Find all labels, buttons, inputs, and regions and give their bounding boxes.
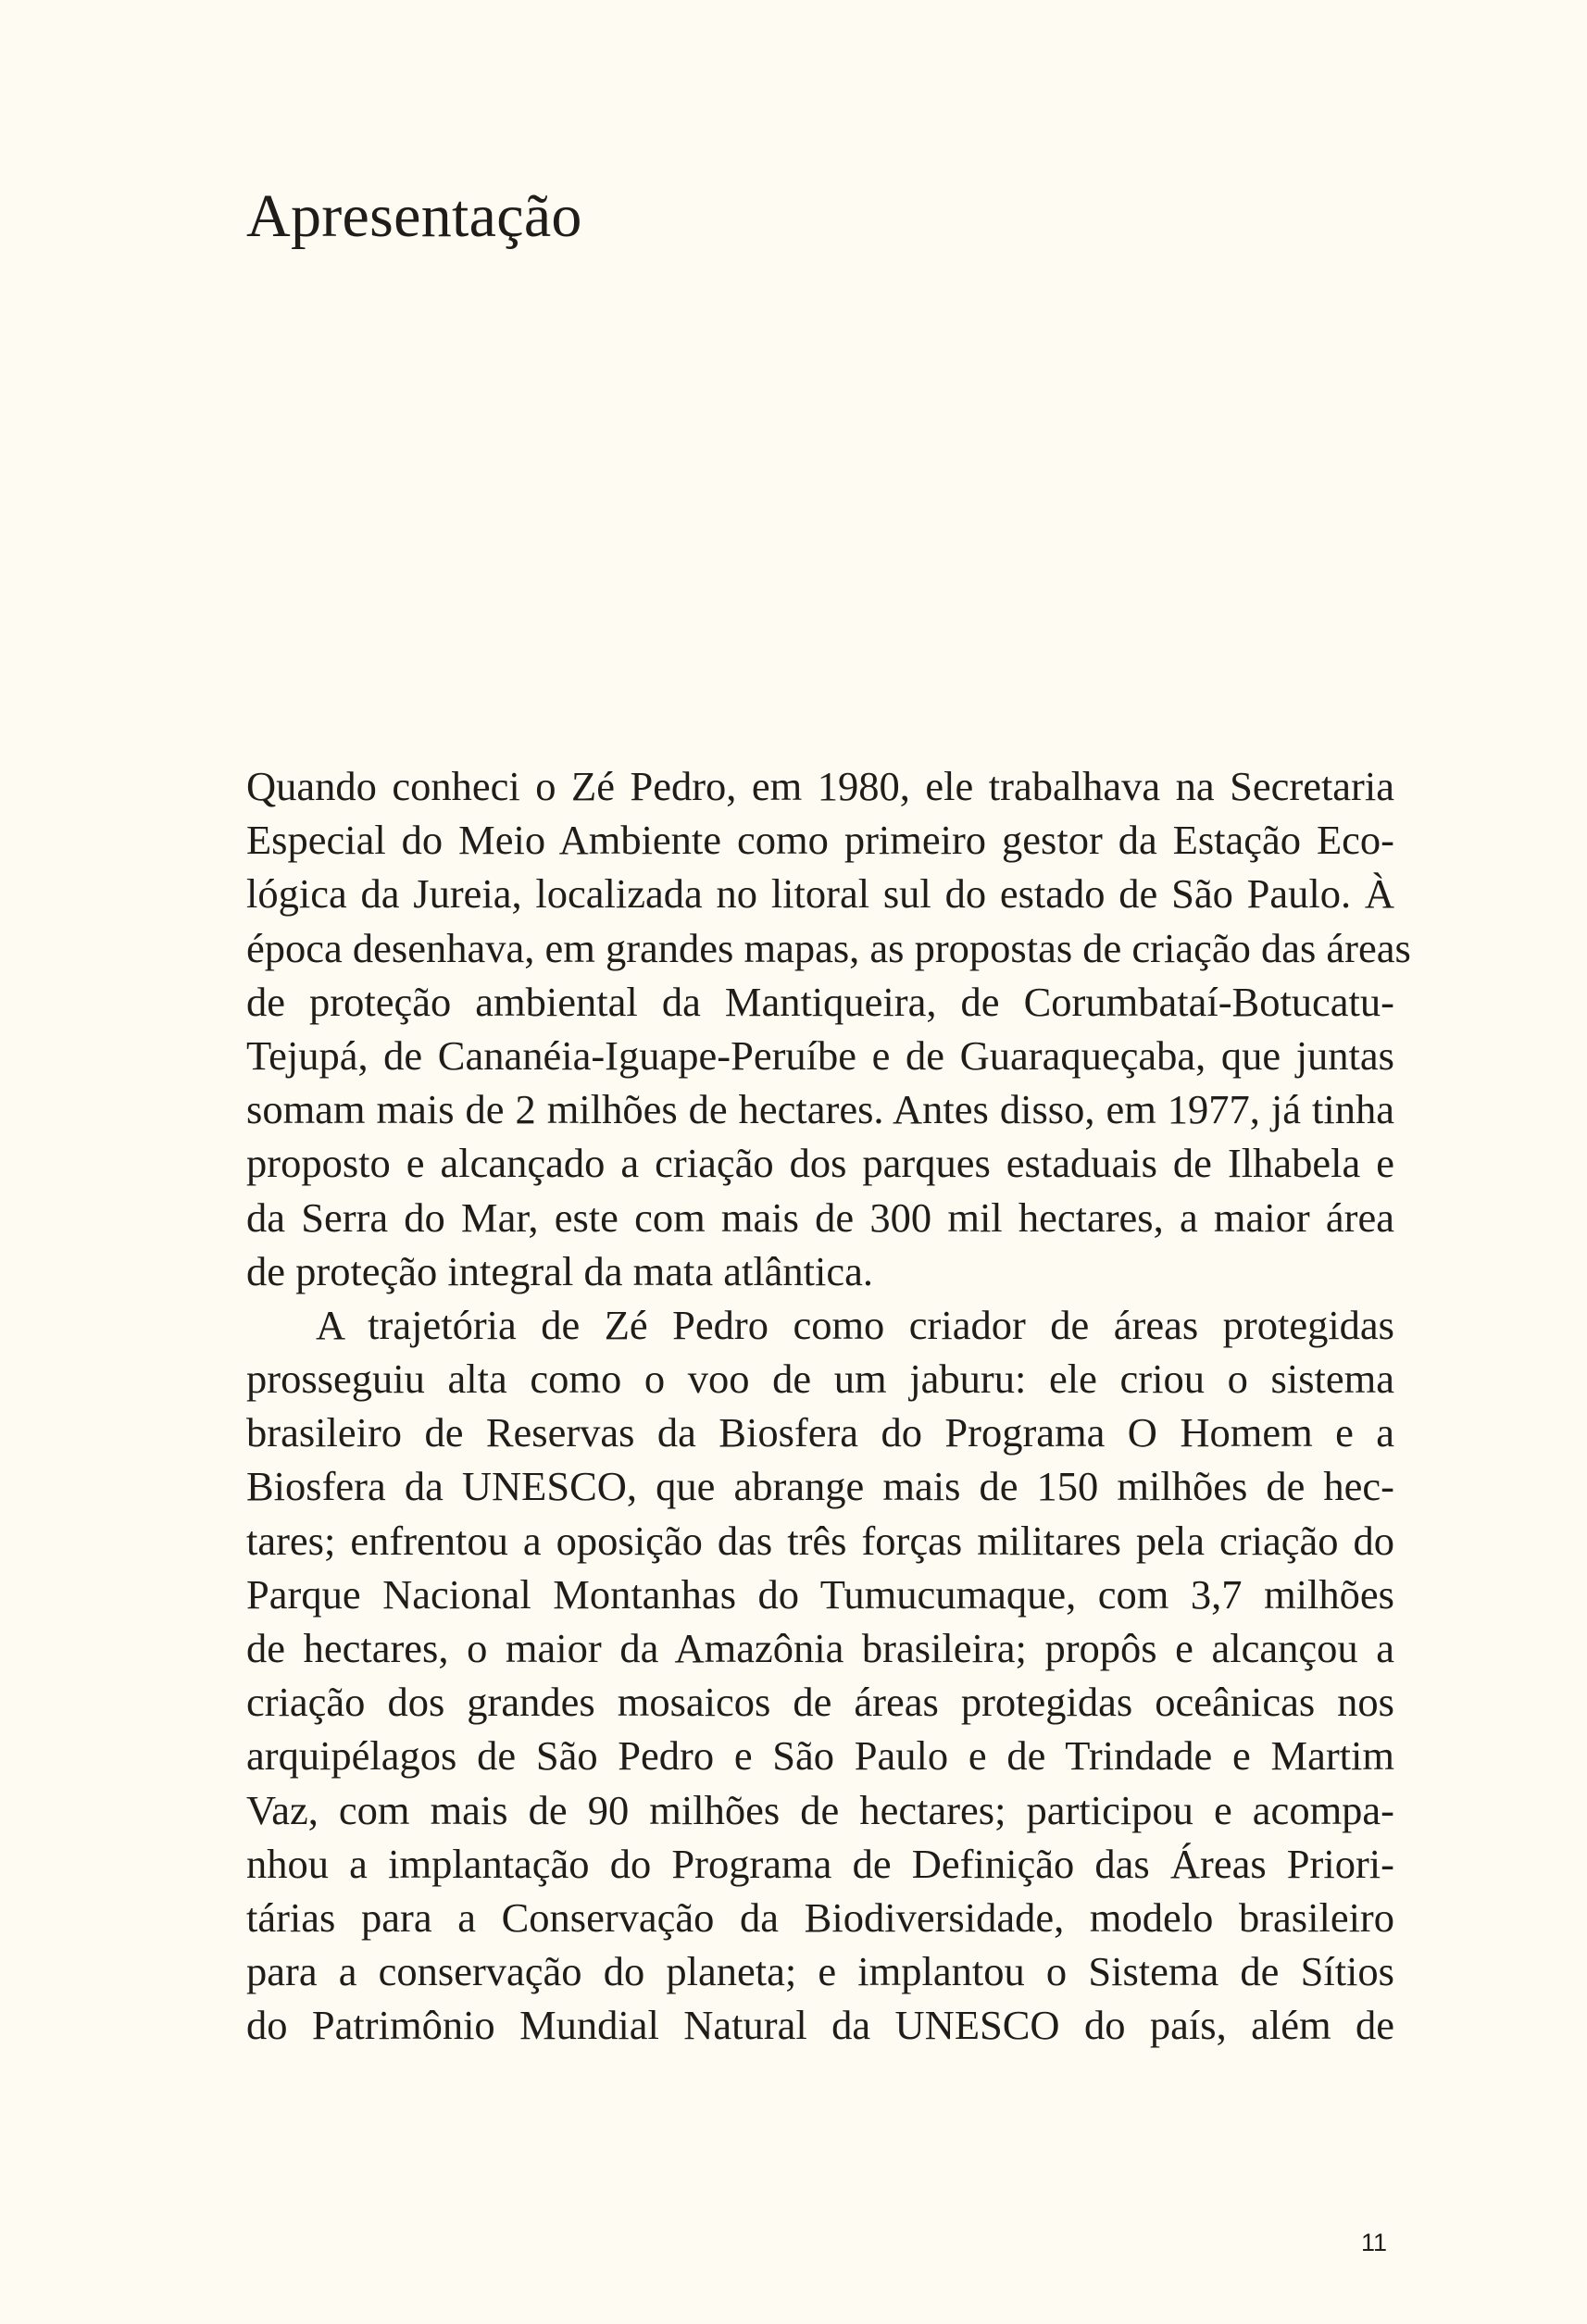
paragraph-1	[246, 759, 1411, 1298]
chapter-title: Apresentação	[246, 182, 582, 250]
text-line: Quando conheci o Zé Pedro, em 1980, ele trabalhava na Secretaria	[246, 763, 1394, 809]
text-line: de proteção integral da mata atlântica.	[246, 1247, 874, 1294]
text-line: de proteção ambiental da Mantiqueira, de Corumbataí-Botucatu-	[246, 978, 1394, 1025]
text-line: do Patrimônio Mundial Natural da UNESCO do país, além de	[246, 2002, 1394, 2049]
text-line: A trajetória de Zé Pedro como criador de áreas protegidas	[316, 1301, 1394, 1348]
text-line: somam mais de 2 milhões de hectares. Antes disso, em 1977, já tinha	[246, 1086, 1394, 1133]
text-line: Biosfera da UNESCO, que abrange mais de 150 milhões de hec-	[246, 1463, 1394, 1510]
text-line: proposto e alcançado a criação dos parques estaduais de Ilhabela e	[246, 1140, 1394, 1187]
page-number: 11	[1360, 2229, 1387, 2256]
text-line: Especial do Meio Ambiente como primeiro gestor da Estação Eco-	[246, 817, 1394, 864]
text-line: tárias para a Conservação da Biodiversidade, modelo brasileiro	[246, 1893, 1394, 1941]
paragraph-2	[246, 1298, 1394, 2053]
text-line: época desenhava, em grandes mapas, as propostas de criação das áreas	[246, 924, 1411, 971]
text-line: brasileiro de Reservas da Biosfera do Programa O Homem e a	[246, 1409, 1394, 1456]
text-line: lógica da Jureia, localizada no litoral sul do estado de São Paulo. À	[246, 870, 1394, 918]
text-line: Vaz, com mais de 90 milhões de hectares; participou e acompa-	[246, 1786, 1394, 1833]
text-line: de hectares, o maior da Amazônia brasileira; propôs e alcançou a	[246, 1625, 1394, 1671]
text-line: da Serra do Mar, este com mais de 300 mil hectares, a maior área	[246, 1193, 1394, 1241]
text-line: Parque Nacional Montanhas do Tumucumaque, com 3,7 milhões	[246, 1570, 1394, 1618]
text-line: criação dos grandes mosaicos de áreas protegidas oceânicas nos	[246, 1679, 1394, 1726]
text-line: Tejupá, de Cananéia-Iguape-Peruíbe e de Guaraqueçaba, que juntas	[246, 1031, 1394, 1079]
text-line: para a conservação do planeta; e implantou o Sistema de Sítios	[246, 1948, 1394, 1995]
text-line: tares; enfrentou a oposição das três forças militares pela criação do	[246, 1517, 1394, 1564]
text-line: prosseguiu alta como o voo de um jaburu: ele criou o sistema	[246, 1356, 1394, 1403]
text-line: arquipélagos de São Pedro e São Paulo e de Trindade e Martim	[246, 1732, 1394, 1780]
text-line: nhou a implantação do Programa de Definição das Áreas Priori-	[246, 1840, 1394, 1887]
body-text	[246, 759, 1411, 2053]
